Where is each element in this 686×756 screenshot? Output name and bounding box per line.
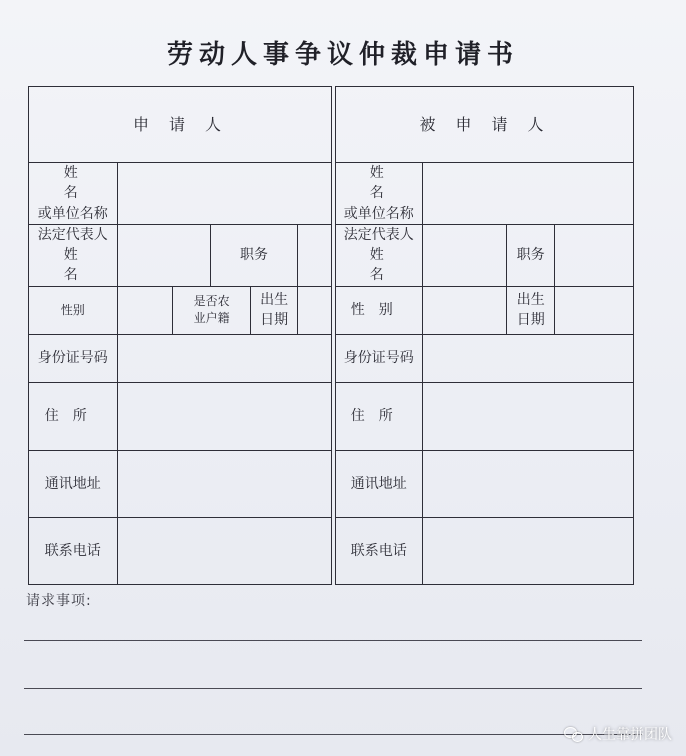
respondent-birth-label: 出生 日期: [507, 286, 555, 334]
respondent-name-label: 姓名 或单位名称: [335, 163, 422, 225]
respondent-id-field[interactable]: [422, 334, 633, 382]
representative-row: [29, 224, 634, 286]
applicant-gender-label: 性别: [29, 286, 118, 334]
applicant-rep-label: 法定代表人 姓名: [29, 224, 118, 286]
applicant-header: 申请人: [29, 87, 332, 163]
request-items-label: 请求事项:: [26, 593, 92, 609]
respondent-header: 被申请人: [335, 87, 633, 163]
respondent-address-label: 通讯地址: [335, 450, 422, 517]
watermark-text: 人生靠拼团队: [588, 727, 672, 743]
applicant-name-label: 姓名 或单位名称: [29, 163, 118, 225]
respondent-residence-label: 住所: [335, 382, 422, 450]
gender-row: [29, 286, 634, 334]
respondent-birth-field[interactable]: [555, 286, 634, 334]
applicant-position-label: 职务: [211, 224, 298, 286]
respondent-gender-field[interactable]: [422, 286, 507, 334]
applicant-phone-label: 联系电话: [29, 517, 118, 584]
applicant-residence-field[interactable]: [117, 382, 331, 450]
form-title: 劳动人事争议仲裁申请书: [166, 40, 519, 70]
applicant-address-field[interactable]: [117, 450, 331, 517]
applicant-id-label: 身份证号码: [29, 334, 118, 382]
applicant-id-field[interactable]: [117, 334, 331, 382]
residence-row: [29, 382, 634, 450]
respondent-position-field[interactable]: [555, 224, 634, 286]
request-line[interactable]: [24, 688, 642, 689]
address-row: [29, 450, 634, 517]
respondent-position-label: 职务: [507, 224, 555, 286]
id-row: [29, 334, 634, 382]
applicant-position-field[interactable]: [297, 224, 331, 286]
respondent-rep-field[interactable]: [422, 224, 507, 286]
respondent-rep-label: 法定代表人 姓名: [335, 224, 422, 286]
respondent-id-label: 身份证号码: [335, 334, 422, 382]
watermark: [564, 724, 672, 744]
respondent-address-field[interactable]: [422, 450, 633, 517]
applicant-birth-label: 出生 日期: [251, 286, 297, 334]
applicant-rep-field[interactable]: [117, 224, 211, 286]
respondent-phone-field[interactable]: [422, 517, 633, 584]
applicant-residence-label: 住所: [29, 382, 118, 450]
applicant-agri-label: 是否农 业户籍: [172, 286, 251, 334]
name-row: [29, 163, 634, 225]
respondent-gender-label: 性别: [335, 286, 422, 334]
header-row: [29, 87, 634, 163]
applicant-birth-field[interactable]: [297, 286, 331, 334]
respondent-phone-label: 联系电话: [335, 517, 422, 584]
wechat-icon: [564, 727, 584, 741]
phone-row: [29, 517, 634, 584]
request-line[interactable]: [24, 640, 642, 641]
applicant-gender-field[interactable]: [117, 286, 172, 334]
applicant-address-label: 通讯地址: [29, 450, 118, 517]
respondent-name-field[interactable]: [422, 163, 633, 225]
applicant-name-field[interactable]: [117, 163, 331, 225]
request-line[interactable]: [24, 734, 642, 735]
respondent-residence-field[interactable]: [422, 382, 633, 450]
applicant-phone-field[interactable]: [117, 517, 331, 584]
arbitration-form-table: [28, 86, 634, 585]
